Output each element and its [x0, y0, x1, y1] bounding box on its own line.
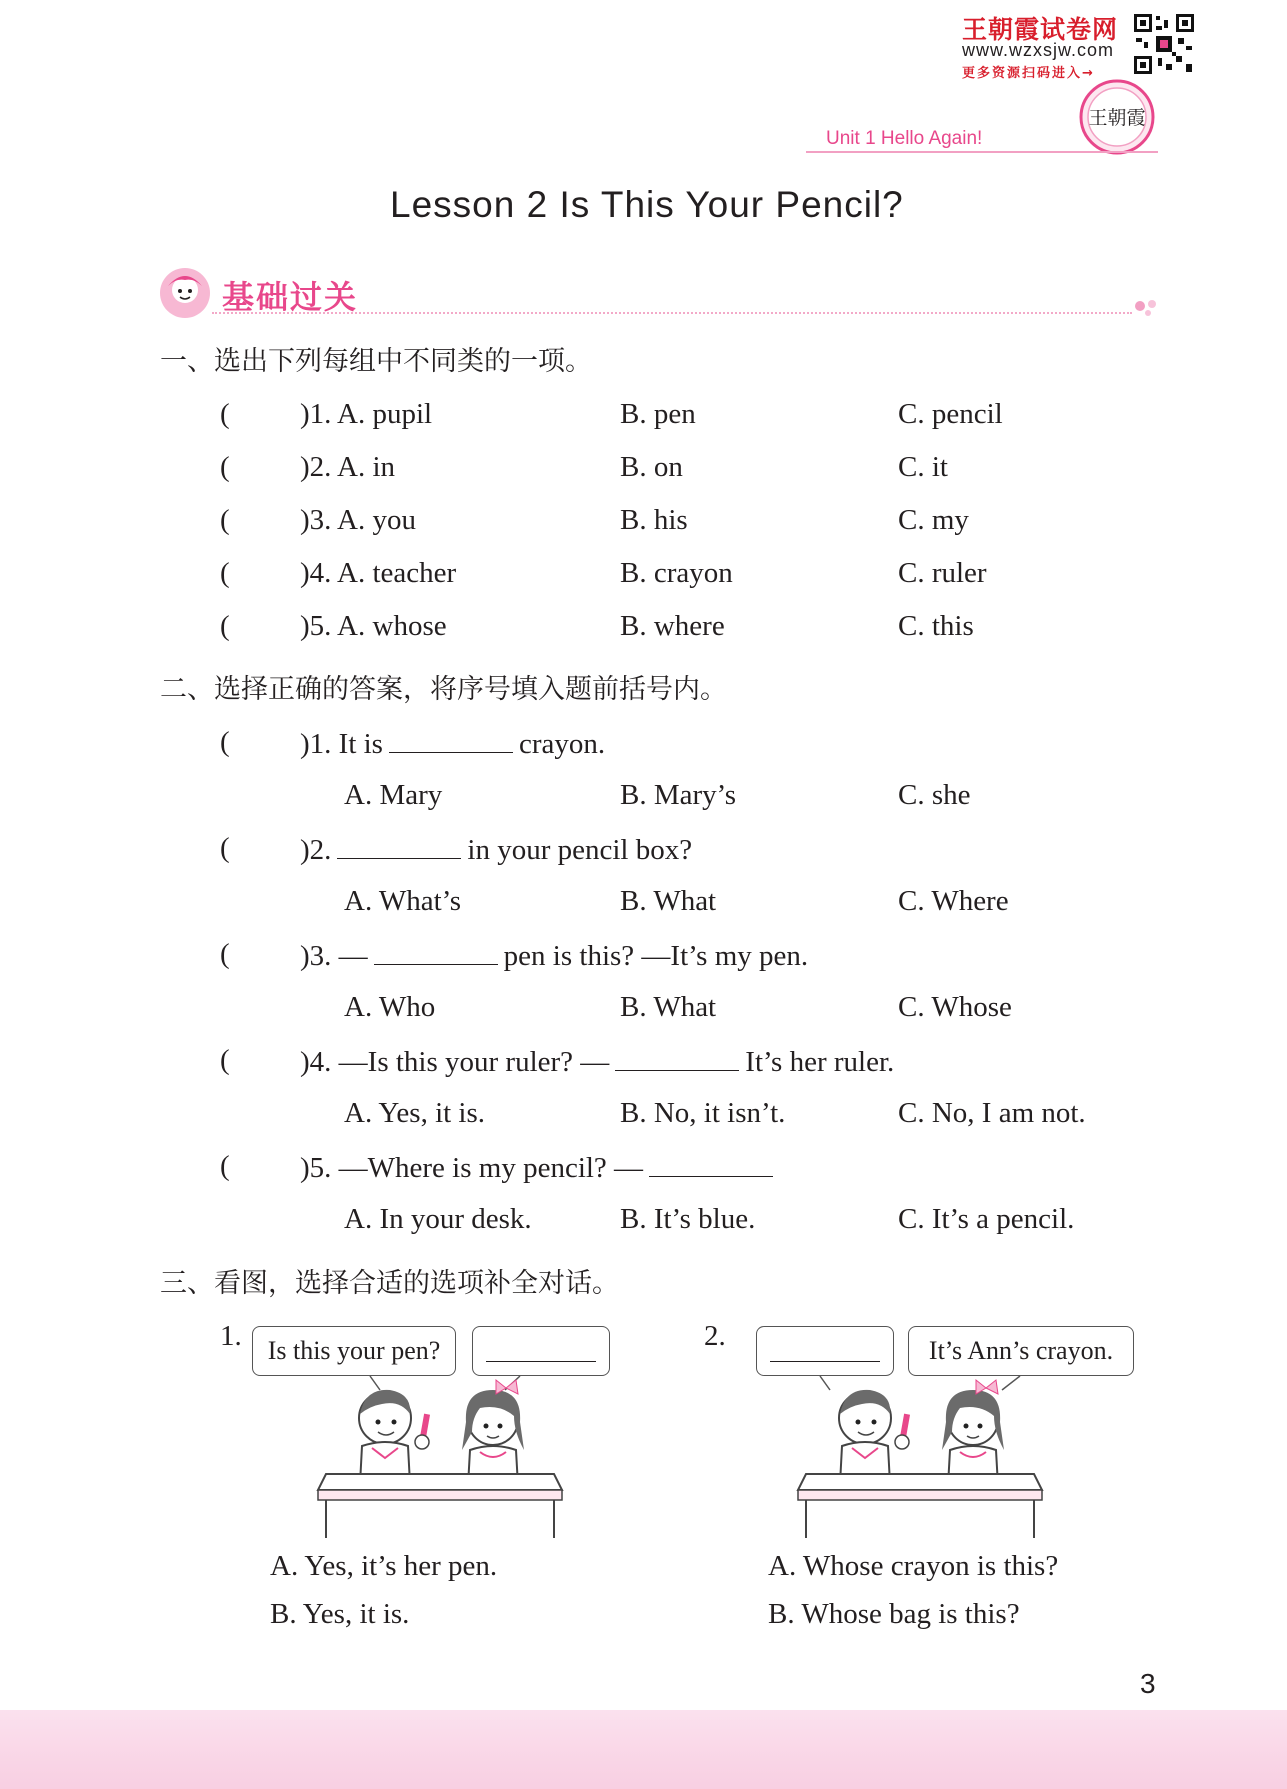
- option-c: C. It’s a pencil.: [898, 1203, 1075, 1235]
- option-a: A. Who: [344, 991, 436, 1023]
- option-b: B. No, it isn’t.: [620, 1097, 786, 1129]
- brand-seal-icon: [1074, 78, 1160, 156]
- fill-blank[interactable]: [389, 728, 513, 753]
- option-b: B. where: [620, 610, 725, 642]
- option-c: C. my: [898, 504, 969, 536]
- dialog-option-b: B. Whose bag is this?: [768, 1598, 1020, 1630]
- kids-at-desk-illustration: [310, 1374, 570, 1540]
- option-b: B. his: [620, 504, 688, 536]
- unit-label: Unit 1 Hello Again!: [826, 128, 983, 149]
- fill-blank[interactable]: [649, 1152, 773, 1177]
- fill-blank[interactable]: [486, 1341, 596, 1362]
- answer-paren[interactable]: (: [220, 451, 230, 483]
- option-a: )5. A. whose: [300, 610, 447, 642]
- divider-dots-icon: [1134, 298, 1160, 318]
- speech-bubble-girl: It’s Ann’s crayon.: [908, 1326, 1134, 1376]
- speech-bubble-girl[interactable]: [472, 1326, 610, 1376]
- option-a: )4. A. teacher: [300, 557, 457, 589]
- answer-paren[interactable]: (: [220, 557, 230, 589]
- option-c: C. ruler: [898, 557, 987, 589]
- question-stem: )5. —Where is my pencil? —: [300, 1152, 779, 1183]
- question-stem: )3. — pen is this? —It’s my pen.: [300, 940, 809, 972]
- option-b: B. on: [620, 451, 683, 483]
- option-b: B. pen: [620, 398, 696, 430]
- answer-paren[interactable]: (: [220, 832, 230, 864]
- dialog-number: 2.: [704, 1320, 726, 1352]
- option-c: C. it: [898, 451, 948, 483]
- option-b: B. It’s blue.: [620, 1203, 756, 1235]
- part3-heading: 三、看图，选择合适的选项补全对话。: [160, 1268, 619, 1299]
- dialog-option-b: B. Yes, it is.: [270, 1598, 410, 1630]
- speech-bubble-boy: Is this your pen?: [252, 1326, 456, 1376]
- option-b: B. Mary’s: [620, 779, 736, 811]
- footer-band: [0, 1710, 1287, 1789]
- answer-paren[interactable]: (: [220, 504, 230, 536]
- section-banner-icon: [158, 266, 212, 320]
- dialog-number: 1.: [220, 1320, 242, 1352]
- option-c: C. Whose: [898, 991, 1012, 1023]
- option-a: A. Mary: [344, 779, 443, 811]
- question-stem: )4. —Is this your ruler? — It’s her ruler.: [300, 1046, 895, 1078]
- speech-bubble-boy[interactable]: [756, 1326, 894, 1376]
- seal-text: 王朝霞: [1088, 107, 1146, 129]
- option-a: )1. A. pupil: [300, 398, 433, 430]
- unit-rule: [806, 151, 1158, 153]
- fill-blank[interactable]: [337, 834, 461, 859]
- brand-name: 王朝霞试卷网: [962, 15, 1119, 44]
- option-c: C. No, I am not.: [898, 1097, 1086, 1129]
- answer-paren[interactable]: (: [220, 726, 230, 758]
- brand-url[interactable]: www.wzxsjw.com: [962, 40, 1115, 60]
- answer-paren[interactable]: (: [220, 398, 230, 430]
- option-c: C. pencil: [898, 398, 1003, 430]
- option-a: A. In your desk.: [344, 1203, 532, 1235]
- option-a: A. Yes, it is.: [344, 1097, 486, 1129]
- fill-blank[interactable]: [615, 1046, 739, 1071]
- option-a: A. What’s: [344, 885, 462, 917]
- option-a: )2. A. in: [300, 451, 396, 483]
- section-divider: [212, 312, 1132, 314]
- dialog-option-a: A. Yes, it’s her pen.: [270, 1550, 498, 1582]
- option-b: B. What: [620, 885, 717, 917]
- section-banner-title: 基础过关: [222, 278, 359, 316]
- question-stem: )2. in your pencil box?: [300, 834, 693, 866]
- qr-code-icon[interactable]: [1132, 12, 1196, 76]
- answer-paren[interactable]: (: [220, 938, 230, 970]
- option-c: C. she: [898, 779, 971, 811]
- answer-paren[interactable]: (: [220, 1044, 230, 1076]
- option-b: B. What: [620, 991, 717, 1023]
- option-a: )3. A. you: [300, 504, 416, 536]
- brand-scan-hint: 更多资源扫码进入→: [962, 66, 1095, 81]
- part2-heading: 二、选择正确的答案，将序号填入题前括号内。: [160, 674, 727, 705]
- dialog-option-a: A. Whose crayon is this?: [768, 1550, 1059, 1582]
- answer-paren[interactable]: (: [220, 1150, 230, 1182]
- answer-paren[interactable]: (: [220, 610, 230, 642]
- option-b: B. crayon: [620, 557, 733, 589]
- kids-at-desk-illustration: [790, 1374, 1050, 1540]
- page-number: 3: [1140, 1668, 1156, 1699]
- option-c: C. this: [898, 610, 974, 642]
- fill-blank[interactable]: [770, 1341, 880, 1362]
- option-c: C. Where: [898, 885, 1009, 917]
- fill-blank[interactable]: [374, 940, 498, 965]
- lesson-title: Lesson 2 Is This Your Pencil?: [390, 184, 904, 225]
- part1-heading: 一、选出下列每组中不同类的一项。: [160, 346, 592, 377]
- question-stem: )1. It is crayon.: [300, 728, 606, 760]
